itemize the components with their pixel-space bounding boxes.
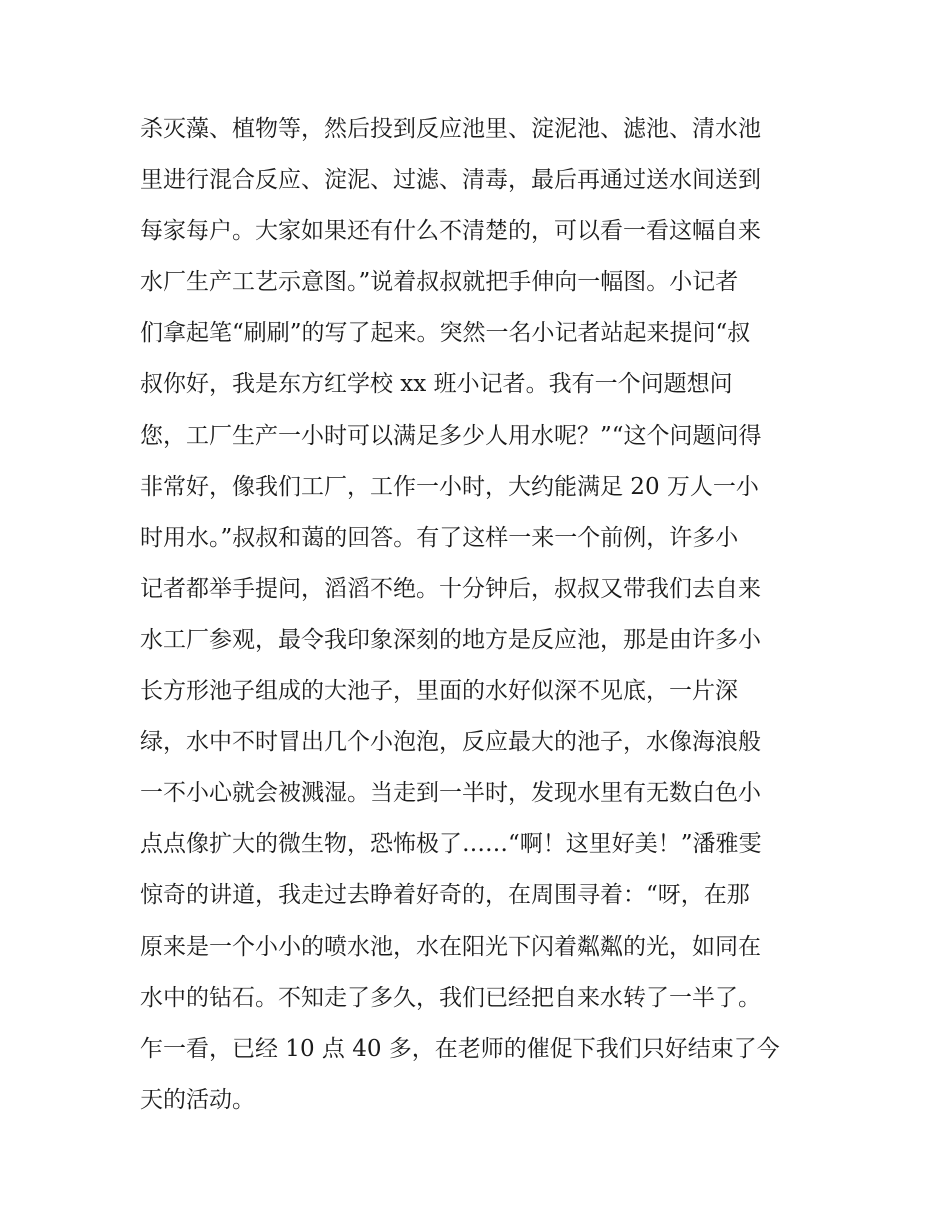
text-line: 一不小心就会被溅湿。当走到一半时，发现水里有无数白色小	[140, 780, 761, 807]
text-line: 原来是一个小小的喷水池，水在阳光下闪着粼粼的光，如同在	[140, 933, 761, 960]
text-line: 长方形池子组成的大池子，里面的水好似深不见底，一片深	[140, 678, 738, 705]
text-line: 们拿起笔“刷刷”的写了起来。突然一名小记者站起来提问“叔	[140, 320, 751, 347]
text-line: 绿，水中不时冒出几个小泡泡，反应最大的池子，水像海浪般	[140, 729, 761, 756]
text-line: 每家每户。大家如果还有什么不清楚的，可以看一看这幅自来	[140, 218, 761, 245]
text-line: 杀灭藻、植物等，然后投到反应池里、淀泥池、滤池、清水池	[140, 116, 761, 142]
text-line: 水工厂参观，最令我印象深刻的地方是反应池，那是由许多小	[140, 626, 761, 653]
text-line: 水厂生产工艺示意图。”说着叔叔就把手伸向一幅图。小记者	[140, 269, 739, 296]
text-line: 非常好，像我们工厂，工作一小时，大约能满足 20 万人一小	[140, 473, 759, 500]
text-line: 点点像扩大的微生物，恐怖极了……“啊！这里好美！”潘雅雯	[140, 831, 762, 858]
text-line: 时用水。”叔叔和蔼的回答。有了这样一来一个前例，许多小	[140, 524, 739, 551]
text-line: 里进行混合反应、淀泥、过滤、清毒，最后再通过送水间送到	[140, 167, 761, 194]
text-line: 叔你好，我是东方红学校 xx 班小记者。我有一个问题想问	[140, 371, 733, 398]
text-line: 记者都举手提问，滔滔不绝。十分钟后，叔叔又带我们去自来	[140, 575, 761, 602]
body-text	[140, 104, 830, 1126]
text-line: 乍一看，已经 10 点 40 多，在老师的催促下我们只好结束了今	[140, 1035, 780, 1062]
text-line: 惊奇的讲道，我走过去睁着好奇的，在周围寻着：“呀，在那	[140, 882, 750, 909]
text-line: 天的活动。	[140, 1086, 255, 1113]
text-line: 水中的钻石。不知走了多久，我们已经把自来水转了一半了。	[140, 984, 761, 1011]
text-line: 您，工厂生产一小时可以满足多少人用水呢？”“这个问题问得	[140, 422, 762, 449]
